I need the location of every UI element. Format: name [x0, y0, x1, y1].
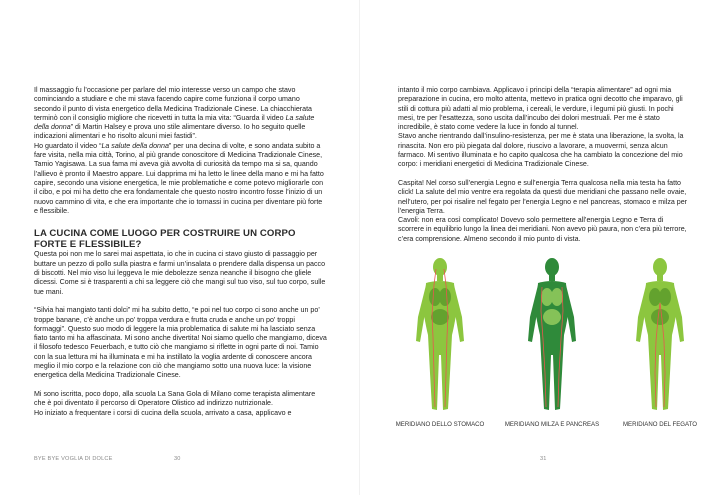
- right-page: [360, 0, 720, 495]
- paragraph: Mi sono iscritta, poco dopo, alla scuola La Sana Gola di Milano come terapista alimentare che è poi diventato il percorso di Operatore Olistico ad indirizzo nutrizionale.: [34, 389, 316, 408]
- body-silhouette-icon: [410, 255, 470, 415]
- meridian-figure-spleen-pancreas: [502, 255, 602, 428]
- figure-caption: MERIDIANO DEL FEGATO: [622, 421, 698, 428]
- paragraph: Ho guardato il video “La salute della donna” per una decina di volte, e sono andata subito a fare visita, nella mia città, Torino, al più grande conoscitore di Medicina Tradizionale Cinese, Tamio Yagisawa. La sua fama mi aveva già avvolta di curiosità da tempo ma si sa, quando l’allievo è pronto il Maestro appare. Lui dapprima mi ha letto le linee della mano e mi ha fatto capire, secondo una visione energetica, le mie problematiche e come potevo migliorarle con il cibo, e poi mi ha detto che era fondamentale che questo nostro incontro fosse l’inizio di un nuovo cammino di vita, e che era importante che io tornassi in cucina per diventare più forte e flessibile.: [34, 141, 324, 215]
- meridian-figure-liver: [610, 255, 710, 428]
- footer-book-title: BYE BYE VOGLIA DI DOLCE: [34, 456, 113, 462]
- figure-caption: MERIDIANO DELLO STOMACO: [395, 421, 485, 428]
- paragraph: intanto il mio corpo cambiava. Applicavo i principi della “terapia alimentare” ad ogni mia preparazione in cucina, ero molto attenta, mettevo in pratica ogni decotto che imparavo, gli stili di cottura più adatti al mio problema, i cereali, le verdure, i legumi più giusti. In pochi mesi, tre per l’esattezza, sono uscita dall’incubo dei dolori mestruali. Per me è stato incredibile, è stato come vedere la luce in fondo al tunnel.: [398, 86, 683, 132]
- figure-caption: MERIDIANO MILZA E PANCREAS: [504, 421, 600, 428]
- right-text-column: [398, 86, 690, 244]
- meridian-figures: [390, 255, 710, 435]
- meridian-figure-stomach: [390, 255, 490, 428]
- paragraph: “Silvia hai mangiato tanti dolci” mi ha subito detto, “e poi nel tuo corpo ci sono anche un po’ troppe banane, c’è anche un po’ troppa verdura e frutta cruda e anche un po’ troppi formaggi”. Questo suo modo di leggere la mia problematica di salute mi ha lasciato senza fiato tanto mi ha affascinata. Mi sono anche divertita! Noi siamo quello che mangiamo, diceva il filosofo tedesco Feuerbach, e tutto ciò che mangiamo si riflette in ogni parte di noi. Tamio con la sua lettura mi ha illuminata e mi ha instillato la voglia ardente di conoscere ancora meglio il mio corpo e la relazione con ciò che mangiamo sotto una nuova luce: la visione energetica della Medicina Tradizionale Cinese.: [34, 306, 327, 380]
- section-heading: LA CUCINA COME LUOGO PER COSTRUIRE UN CORPO FORTE E FLESSIBILE?: [34, 228, 296, 250]
- body-silhouette-icon: [522, 255, 582, 415]
- paragraph: Questa poi non me lo sarei mai aspettata, io che in cucina ci stavo giusto di passaggio per buttare un pezzo di pollo sulla piastra e farmi un’insalata o prendere dalla dispensa un pacco di biscotti. Nel mio viso lui leggeva le mie debolezze senza neanche il bisogno che gliele dicessi. Come si è trasparenti a chi sa leggere ciò che mangi sul tuo viso, sul tuo corpo, sulle tue mani.: [34, 250, 326, 296]
- paragraph: Il massaggio fu l’occasione per parlare del mio interesse verso un campo che stavo cominciando a studiare e che mi stava facendo capire come funziona il corpo umano secondo il punto di vista energetico della Medicina Tradizionale Cinese. La chiacchierata terminò con il consiglio migliore che ricevetti in tutta la mia vita: “Guarda il video La salute della donna” di Martin Halsey e prova uno stile alimentare diverso. Io ho seguito quelle indicazioni alimentari e ho risolto alcuni miei fastidi”.: [34, 86, 315, 141]
- paragraph: Cavoli: non era così complicato! Dovevo solo permettere all’energia Legno e Terra di scorrere in equilibrio lungo la linea dei meridiani. Non avevo più paura, non c’era più terrore, c’era comprensione. Almeno secondo il mio punto di vista.: [398, 216, 687, 243]
- left-text-column: [34, 86, 328, 418]
- page-number: 31: [540, 456, 547, 462]
- paragraph: Ho iniziato a frequentare i corsi di cucina della scuola, arrivato a casa, applicavo e: [34, 408, 292, 417]
- page-number: 30: [174, 456, 181, 462]
- paragraph: Stavo anche rientrando dall’insulino-resistenza, per me è stata una liberazione, la svolta, la rinascita. Non ero più piegata dal dolore, riuscivo a lavorare, a muovermi, senza alcun farmaco. Mi sentivo illuminata e ho capito qualcosa che ha cambiato la concezione del mio corpo: i meridiani energetici di Medicina Tradizionale Cinese.: [398, 132, 684, 169]
- body-silhouette-icon: [630, 255, 690, 415]
- paragraph: Caspita! Nel corso sull’energia Legno e sull’energia Terra qualcosa nella mia testa ha fatto click! La salute del mio ventre era regolata da questi due meridiani che passano nelle ovaie, nell’utero, per poi risalire nel fegato per l’energia Legno e nel pancreas, stomaco e milza per l’energia Terra.: [398, 178, 688, 215]
